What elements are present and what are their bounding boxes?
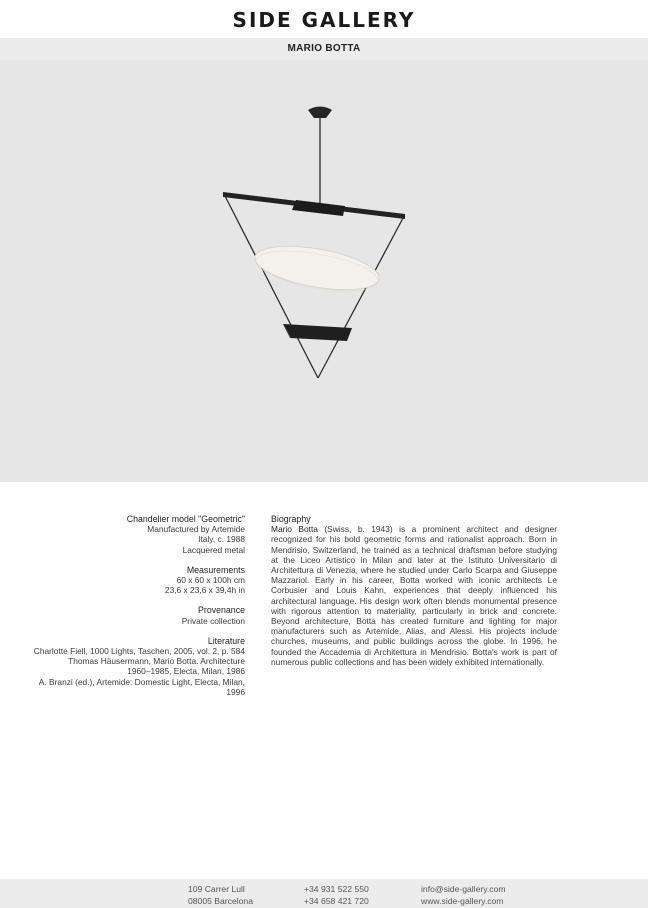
artist-bar	[0, 38, 648, 60]
object-origin: Italy, c. 1988	[198, 534, 245, 545]
literature-line: A. Branzi (ed.), Artemide: Domestic Light, Electa, Milan,	[38, 676, 245, 687]
email-link[interactable]: info@side-gallery.com	[421, 884, 506, 894]
address-street: 109 Carrer Lull	[188, 884, 245, 894]
page-header	[0, 0, 648, 38]
biography-body: (Swiss, b. 1943) is a prominent architect and designer recognized for his bold geometric forms and rationalist approach. Born in Mendrisio, Switzerland, he trained as a technical draftsman before studying at the Liceo Artistico in Milan and later at the Istituto Universitario di Architettura di Venezia, where he studied under Carlo Scarpa and Giuseppe Mazzariol. Early in his career, Botta worked with iconic architects Le Corbusier and Louis Kahn, experiences that deeply influenced his architectural language. His design work often blends monumental presence with rigorous attention to materiality, particularly in brick and concrete. Beyond architecture, Botta has created furniture and lighting for major manufacturers such as Artemide, Alias, and Alessi. His projects include churches, museums, and public buildings across the globe. In 1996, he founded the Accademia di Architettura in Mendrisio. Botta's work is part of numerous public collections and has been widely exhibited internationally.	[271, 524, 558, 667]
measurements-section	[10, 565, 245, 596]
literature-line: 1996	[226, 686, 245, 697]
literature-section	[10, 636, 245, 697]
object-title: Chandelier model "Geometric"	[126, 514, 245, 524]
literature-title: Literature	[207, 635, 245, 646]
ceiling-canopy	[308, 107, 332, 119]
specs-column	[10, 514, 245, 707]
object-material: Lacquered metal	[182, 544, 245, 555]
footer-address	[188, 883, 253, 907]
measurements-in: 23,6 x 23,6 x 39,4h in	[164, 585, 245, 596]
object-manufacturer: Manufactured by Artemide	[147, 524, 245, 535]
literature-line: Thomas Häusermann, Mario Botta. Architecture	[68, 656, 245, 667]
website-link[interactable]: www.side-gallery.com	[421, 896, 504, 906]
footer-phones	[304, 883, 369, 907]
page-footer	[0, 879, 648, 908]
biography-lead: Mario Botta	[271, 524, 318, 535]
object-info	[10, 514, 245, 555]
artist-name: MARIO BOTTA	[287, 43, 361, 54]
address-city: 08005 Barcelona	[188, 896, 253, 906]
biography-column	[271, 514, 557, 667]
measurements-cm: 60 x 60 x 100h cm	[176, 575, 245, 586]
biography-title: Biography	[271, 514, 311, 524]
footer-web	[421, 883, 506, 907]
biography-text	[271, 524, 557, 667]
left-wire	[225, 196, 318, 378]
measurements-title: Measurements	[186, 564, 245, 575]
right-wire	[318, 218, 403, 378]
product-photo	[0, 60, 648, 482]
chandelier-image	[0, 60, 648, 482]
phone-2[interactable]: +34 658 421 720	[304, 896, 369, 906]
center-block	[292, 200, 345, 216]
provenance-title: Provenance	[198, 605, 245, 616]
provenance-value: Private collection	[181, 615, 245, 626]
provenance-section	[10, 605, 245, 625]
diffuser-disc	[252, 238, 383, 297]
phone-1[interactable]: +34 931 522 550	[304, 884, 369, 894]
lower-reflector	[283, 324, 352, 341]
literature-line: 1960–1985, Electa, Milan, 1986	[127, 666, 245, 677]
literature-line: Charlotte Fiell, 1000 Lights, Taschen, 2005, vol. 2, p. 584	[33, 646, 245, 657]
gallery-logo: SIDE GALLERY	[232, 8, 416, 32]
